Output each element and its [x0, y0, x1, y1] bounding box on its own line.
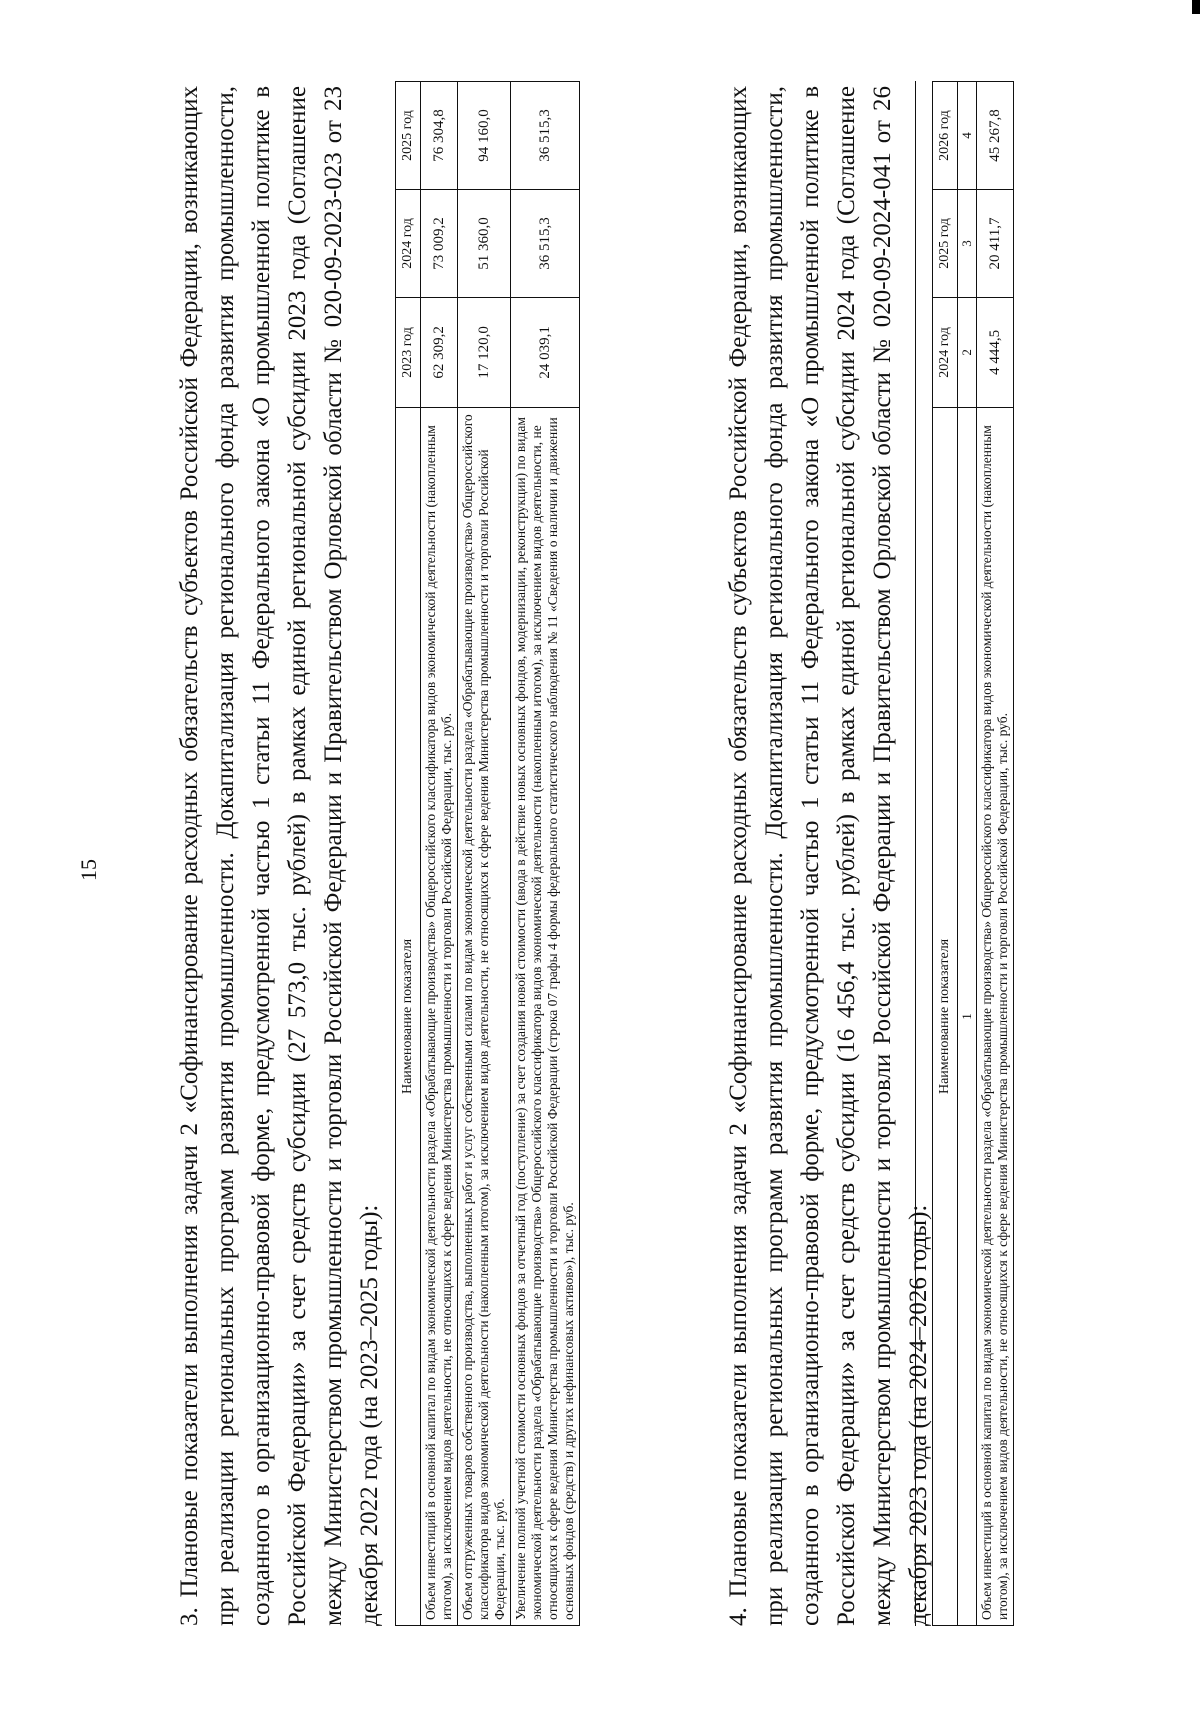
header-year-2025: 2025 год — [396, 82, 421, 190]
value-2025: 94 160,0 — [458, 82, 511, 190]
table-row — [511, 82, 580, 1626]
column-number: 3 — [958, 189, 977, 297]
header-year-2025: 2025 год — [933, 189, 958, 297]
table-header-row — [933, 82, 958, 1626]
value-2025: 20 411,7 — [977, 189, 1014, 297]
value-2024: 73 009,2 — [421, 189, 458, 297]
indicator-name: Объем отгруженных товаров собственного производства, выполненных работ и услуг собственными силами по видам экономической деятельности раздела «Обрабатывающие производства» Общероссийского классификатора видов экономической деятельности (накопленным итогом), за исключением видов деятельности, не относящихся к сфере ведения Министерства промышленности и торговли Российской Федерации, тыс. руб. — [458, 407, 511, 1625]
page-number: 15 — [76, 859, 101, 881]
value-2024: 51 360,0 — [458, 189, 511, 297]
column-number: 2 — [958, 297, 977, 407]
header-year-2024: 2024 год — [933, 297, 958, 407]
header-indicator-name: Наименование показателя — [933, 407, 958, 1625]
header-indicator-name: Наименование показателя — [396, 407, 421, 1625]
value-2026: 45 267,8 — [977, 82, 1014, 190]
header-year-2023: 2023 год — [396, 297, 421, 407]
table-row — [421, 82, 458, 1626]
column-number-row — [958, 82, 977, 1626]
column-number: 1 — [958, 407, 977, 1625]
header-year-2024: 2024 год — [396, 189, 421, 297]
section-3-table — [395, 81, 580, 1626]
value-2025: 36 515,3 — [511, 82, 580, 190]
table-header-row — [396, 82, 421, 1626]
section-4-table — [932, 81, 1014, 1626]
value-2024: 4 444,5 — [977, 297, 1014, 407]
table-top-border — [915, 81, 932, 1626]
table-row — [977, 82, 1014, 1626]
header-year-2026: 2026 год — [933, 82, 958, 190]
value-2024: 36 515,3 — [511, 189, 580, 297]
value-2023: 24 039,1 — [511, 297, 580, 407]
indicator-name: Объем инвестиций в основной капитал по видам экономической деятельности раздела «Обрабатывающие производства» Общероссийского классификатора видов экономической деятельности (накопленным итогом), за исключением видов деятельности, не относящихся к сфере ведения Министерства промышленности и торговли Российской Федерации, тыс. руб. — [977, 407, 1014, 1625]
value-2025: 76 304,8 — [421, 82, 458, 190]
value-2023: 62 309,2 — [421, 297, 458, 407]
section-3-paragraph: 3. Плановые показатели выполнения задачи 2 «Софинансирование расходных обязательств субъектов Российской Федерации, возникающих при реализации региональных программ развития промышленности. Докапитализация регионального фонда развития промышленности, созданного в организационно-правовой форме, предусмотренной частью 1 статьи 11 Федерального закона «О промышленной политике в Российской Федерации» за счет средств субсидии (27 573,0 тыс. рублей) в рамках единой региональной субсидии 2023 года (Соглашение между Министерством промышленности и торговли Российской Федерации и Правительством Орловской области № 020-09-2023-023 от 23 декабря 2022 года (на 2023–2025 годы): — [176, 86, 383, 1626]
column-number: 4 — [958, 82, 977, 190]
table-row — [458, 82, 511, 1626]
value-2023: 17 120,0 — [458, 297, 511, 407]
section-4-paragraph: 4. Плановые показатели выполнения задачи 2 «Софинансирование расходных обязательств субъектов Российской Федерации, возникающих при реализации региональных программ развития промышленности. Докапитализация регионального фонда развития промышленности, созданного в организационно-правовой форме, предусмотренной частью 1 статьи 11 Федерального закона «О промышленной политике в Российской Федерации» за счет средств субсидии (16 456,4 тыс. рублей) в рамках единой региональной субсидии 2024 года (Соглашение между Министерством промышленности и торговли Российской Федерации и Правительством Орловской области № 020-09-2024-041 от 26 декабря 2023 года (на 2024–2026 годы): — [725, 86, 932, 1626]
indicator-name: Увеличение полной учетной стоимости основных фондов за отчетный год (поступление) за счет создания новой стоимости (ввода в действие новых основных фондов, модернизации, реконструкции) по видам экономической деятельности раздела «Обрабатывающие производства» Общероссийского классификатора видов экономической деятельности (накопленным итогом), за исключением видов деятельности, не относящихся к сфере ведения Министерства промышленности и торговли Российской Федерации (строка 07 графы 4 формы федерального статистического наблюдения № 11 «Сведения о наличии и движении основных фондов (средств) и других нефинансовых активов»), тыс. руб. — [511, 407, 580, 1625]
indicator-name: Объем инвестиций в основной капитал по видам экономической деятельности раздела «Обрабатывающие производства» Общероссийского классификатора видов экономической деятельности (накопленным итогом), за исключением видов деятельности, не относящихся к сфере ведения Министерства промышленности и торговли Российской Федерации, тыс. руб. — [421, 407, 458, 1625]
